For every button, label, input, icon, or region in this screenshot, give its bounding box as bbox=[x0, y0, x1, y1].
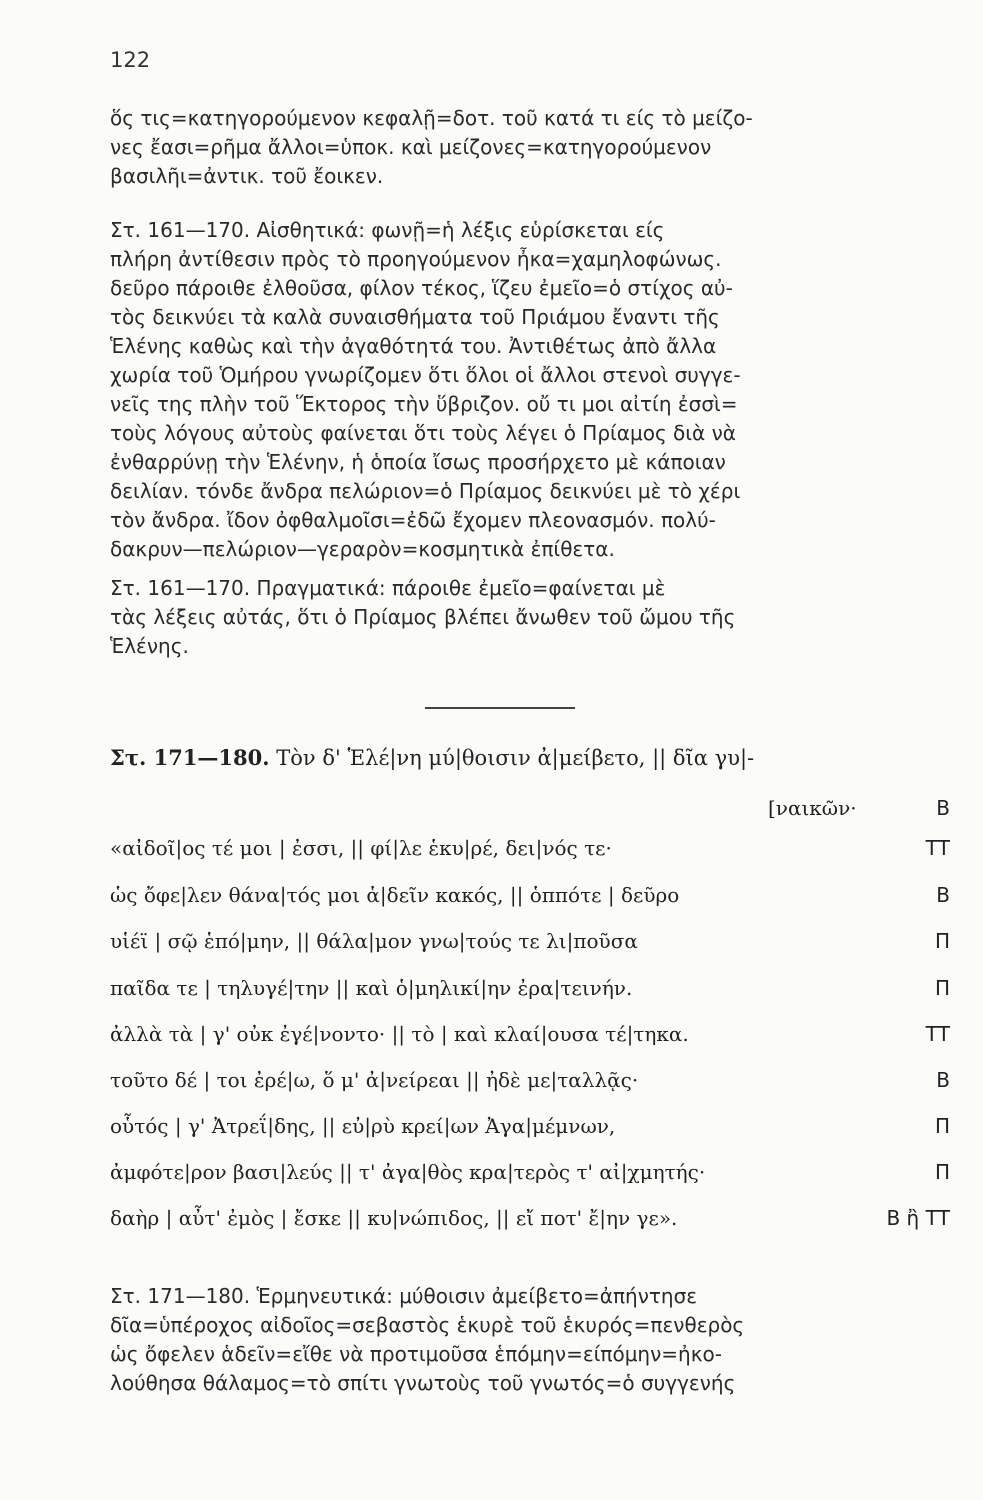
text-line: βασιλῆι=ἀντικ. τοῦ ἔοικεν. bbox=[110, 164, 384, 188]
text-line: ὅς τις=κατηγορούμενον κεφαλῇ=δοτ. τοῦ κατά τι είς τὸ μείζο- bbox=[110, 106, 753, 130]
text-line: Στ. 161—170. Αἰσθητικά: φωνῇ=ἡ λέξις εὑρίσκεται είς bbox=[110, 218, 665, 242]
verse-first-line bbox=[110, 745, 754, 770]
scansion-mark: Π bbox=[934, 1160, 950, 1184]
scansion-mark: Β ἢ ΤΤ bbox=[886, 1206, 950, 1230]
verse-continuation: [ναικῶν· bbox=[768, 796, 857, 820]
text-line: ὡς ὄφελεν ἁδεῖν=εἴθε νὰ προτιμοῦσα ἑπόμην=είπόμην=ἠκο- bbox=[110, 1342, 722, 1366]
page-number: 122 bbox=[110, 48, 151, 72]
paragraph-interpretive-notes bbox=[110, 1282, 950, 1398]
text-line: λούθησα θάλαμος=τὸ σπίτι γνωτοὺς τοῦ γνωτός=ὁ συγγενής bbox=[110, 1371, 736, 1395]
text-line: τοὺς λόγους αὐτοὺς φαίνεται ὅτι τοὺς λέγει ὁ Πρίαμος διὰ νὰ bbox=[110, 421, 736, 445]
scansion-mark: Β bbox=[936, 883, 950, 907]
text-line: Στ. 171—180. Ἑρμηνευτικά: μύθοισιν ἀμείβετο=ἀπήντησε bbox=[110, 1284, 698, 1308]
text-line: τὸν ἄνδρα. ἴδον ὀφθαλμοῖσι=ἐδῶ ἔχομεν πλεονασμόν. πολύ- bbox=[110, 508, 716, 532]
verse-text: ὡς ὄφε|λεν θάνα|τός μοι ἁ|δεῖν κακός, || ὁππότε | δεῦρο bbox=[110, 883, 680, 907]
text-line: τὸς δεικνύει τὰ καλὰ συναισθήματα τοῦ Πριάμου ἔναντι τῆς bbox=[110, 305, 720, 329]
scansion-mark: Β bbox=[936, 796, 950, 820]
paragraph-factual-notes bbox=[110, 574, 950, 661]
verse-line bbox=[110, 1022, 950, 1050]
text-line: πλήρη ἀντίθεσιν πρὸς τὸ προηγούμενον ἦκα=χαμηλοφώνως. bbox=[110, 247, 722, 271]
text-line: Ἑλένης. bbox=[110, 634, 189, 658]
text-line: ἐνθαρρύνῃ τὴν Ἑλένην, ἡ ὁποία ἴσως προσήρχετο μὲ κάποιαν bbox=[110, 450, 726, 474]
verse-line bbox=[110, 883, 950, 911]
text-line: δεῦρο πάροιθε ἐλθοῦσα, φίλον τέκος, ἵζευ ἐμεῖο=ὁ στίχος αὐ- bbox=[110, 276, 733, 300]
verse-text: τοῦτο δέ | τοι ἐρέ|ω, ὅ μ' ἀ|νείρεαι || ἠδὲ με|ταλλᾷς· bbox=[110, 1068, 639, 1092]
verse-text: ἀλλὰ τὰ | γ' οὐκ ἐγέ|νοντο· || τὸ | καὶ κλαί|ουσα τέ|τηκα. bbox=[110, 1022, 689, 1046]
scansion-mark: Π bbox=[934, 976, 950, 1000]
text-line: δακρυν—πελώριον—γεραρὸν=κοσμητικὰ ἐπίθετα. bbox=[110, 537, 615, 561]
verse-text: «αἰδοῖ|ος τέ μοι | ἐσσι, || φί|λε ἑκυ|ρέ, δει|νός τε· bbox=[110, 836, 612, 860]
text-line: νες ἔασι=ρῆμα ἄλλοι=ὑποκ. καὶ μείζονες=κατηγορούμενον bbox=[110, 135, 712, 159]
text-line: Ἑλένης καθὼς καὶ τὴν ἀγαθότητά του. Ἀντιθέτως ἀπὸ ἄλλα bbox=[110, 334, 717, 358]
verse-text: ἀμφότε|ρον βασι|λεύς || τ' ἀγα|θὸς κρα|τερὸς τ' αἰ|χμητής· bbox=[110, 1160, 706, 1184]
verse-line bbox=[110, 1114, 950, 1142]
verse-text: υἱέϊ | σῷ ἑπό|μην, || θάλα|μον γνω|τούς τε λι|ποῦσα bbox=[110, 929, 638, 953]
scansion-mark: Π bbox=[934, 1114, 950, 1138]
text-line: χωρία τοῦ Ὁμήρου γνωρίζομεν ὅτι ὅλοι οἱ ἄλλοι στενοὶ συγγε- bbox=[110, 363, 741, 387]
text-line: τὰς λέξεις αὐτάς, ὅτι ὁ Πρίαμος βλέπει ἄνωθεν τοῦ ὤμου τῆς bbox=[110, 605, 736, 629]
section-divider bbox=[425, 707, 575, 709]
scansion-mark: Π bbox=[934, 929, 950, 953]
text-line: Στ. 161—170. Πραγματικά: πάροιθε ἐμεῖο=φαίνεται μὲ bbox=[110, 576, 666, 600]
verse-line bbox=[110, 929, 950, 957]
scansion-mark: ΤΤ bbox=[925, 1022, 950, 1046]
verse-line bbox=[110, 1160, 950, 1188]
verse-text: οὗτός | γ' Ἀτρεΐ|δης, || εὐ|ρὺ κρεί|ων Ἀγα|μέμνων, bbox=[110, 1114, 616, 1138]
scansion-mark: ΤΤ bbox=[925, 836, 950, 860]
verse-line bbox=[110, 976, 950, 1004]
verse-line bbox=[110, 1068, 950, 1096]
text-line: δῖα=ὑπέροχος αἰδοῖος=σεβαστὸς ἑκυρὲ τοῦ ἑκυρός=πενθερὸς bbox=[110, 1313, 745, 1337]
verse-line bbox=[110, 836, 950, 864]
paragraph-grammar-notes bbox=[110, 104, 950, 191]
verse-text: Τὸν δ' Ἑλέ|νη μύ|θοισιν ἀ|μείβετο, || δῖα γυ|- bbox=[276, 746, 755, 770]
scansion-mark: Β bbox=[936, 1068, 950, 1092]
verse-mark-row bbox=[110, 796, 950, 824]
verse-line bbox=[110, 1206, 950, 1234]
paragraph-aesthetic-notes bbox=[110, 216, 950, 564]
verse-text: παῖδα τε | τηλυγέ|την || καὶ ὁ|μηλικί|ην ἐρα|τεινήν. bbox=[110, 976, 633, 1000]
text-line: νεῖς της πλὴν τοῦ Ἕκτορος τὴν ὕβριζον. οὔ τι μοι αἰτίη ἐσσὶ= bbox=[110, 392, 738, 416]
verse-text: δαὴρ | αὖτ' ἐμὸς | ἔσκε || κυ|νώπιδος, || εἴ ποτ' ἔ|ην γε». bbox=[110, 1206, 678, 1230]
text-line: δειλίαν. τόνδε ἄνδρα πελώριον=ὁ Πρίαμος δεικνύει μὲ τὸ χέρι bbox=[110, 479, 741, 503]
verse-reference: Στ. 171—180. bbox=[110, 745, 270, 770]
